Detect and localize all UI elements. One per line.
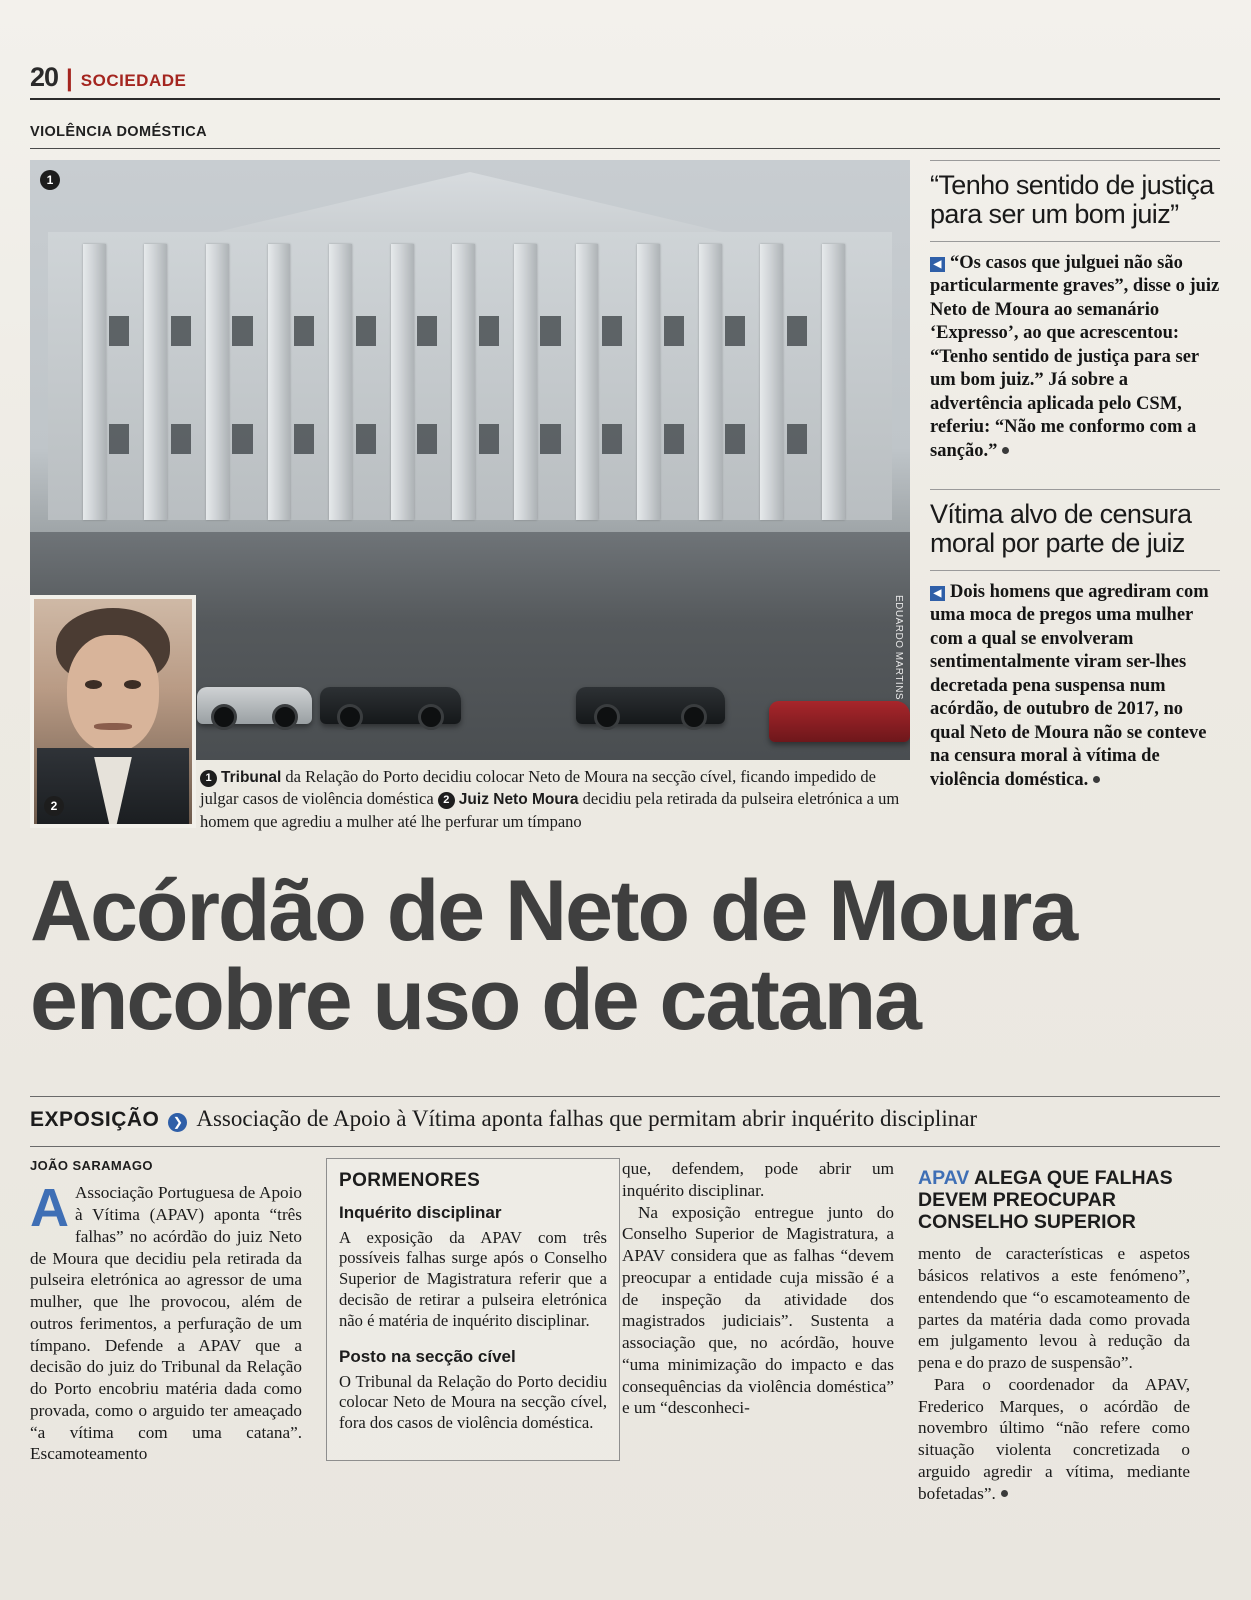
article-column-2 [326,1158,607,1588]
article-col4-p2 [918,1374,1190,1505]
article-col4-p2-text: Para o coordenador da APAV, Frederico Marques, o acórdão de novembro último “não refere como situação violenta concretizada o arguido agredir a vítima, mediante bofetadas”. [918,1374,1190,1503]
caption-text-1: da Relação do Porto decidiu colocar Neto de Moura na secção cível, ficando impedido de julgar casos de violência doméstica [200,767,876,809]
left-arrow-icon: ◀ [930,257,945,272]
photo-marker-2: 2 [44,796,64,816]
drop-cap: A [30,1178,69,1239]
details-item-text-2: O Tribunal da Relação do Porto decidiu colocar Neto de Moura na secção cível, fora dos casos de violência doméstica. [339,1371,607,1433]
page-number: 20 [30,62,59,92]
photo-marker-1: 1 [40,170,60,190]
article-col1-text: Associação Portuguesa de Apoio à Vítima (APAV) aponta “três falhas” no acórdão do juiz Neto de Moura que decidiu pela retirada da pulseira eletrónica ao agressor de uma mulher, que lhe provocou, além de outros ferimentos, a perfuração de um tímpano. Defende a APAV que a decisão do juiz do Tribunal da Relação do Porto encobriu matéria dada como provada, como o arguido ter ameaçado “a vítima com uma catana”. Escamoteamento [30,1183,302,1464]
sidebar-stories [930,160,1220,792]
page-title [30,863,1220,1048]
pull-quote-accent: APAV [918,1167,970,1189]
byline: JOÃO SARAMAGO [30,1158,153,1173]
caption-text-2: decidiu pela retirada da pulseira eletrónica a um homem que agrediu a mulher até lhe perfurar um tímpano [200,789,900,831]
rail-body-text-2: Dois homens que agrediram com uma moca de pregos uma mulher com a qual se envolveram sentimentalmente viram ser-lhes decretada pena suspensa num acórdão, de outubro de 2017, no qual Neto de Moura não se conteve na censura moral à vítima de violência doméstica. [930,581,1209,790]
details-item-heading-2: Posto na secção cível [339,1347,516,1367]
details-item-heading-1: Inquérito disciplinar [339,1203,502,1223]
article-body [30,1158,1220,1588]
deck-text: Associação de Apoio à Vítima aponta falhas que permitam abrir inquérito disciplinar [196,1106,978,1131]
masthead [30,62,1220,93]
photo-credit: EDUARDO MARTINS [893,594,904,700]
caption-bold-2: Juiz Neto Moura [458,791,579,809]
pull-quote [918,1168,1190,1233]
pull-quote-text: ALEGA QUE FALHAS DEVEM PREOCUPAR CONSELHO SUPERIOR [918,1167,1173,1233]
caption-bold-1: Tribunal [221,769,282,786]
end-dot-icon [1001,1490,1008,1497]
deck-label: EXPOSIÇÃO [30,1108,160,1131]
rail-title-1: “Tenho sentido de justiça para ser um bom juiz” [930,170,1214,229]
article-col3-p1: que, defendem, pode abrir um inquérito disciplinar. [622,1159,894,1200]
rail-rule-mid-1 [930,241,1220,242]
rail-rule-mid-2 [930,570,1220,571]
header-rule [30,98,1220,100]
deck-rule-top [30,1096,1220,1097]
headline-line-2: encobre uso de catana [30,951,920,1048]
details-box [326,1158,620,1461]
end-dot-icon [1002,447,1009,454]
rail-rule-2 [930,489,1220,490]
article-col4-p1: mento de características e aspetos básicos relativos a este fenómeno”, entendendo que “o escamoteamento de partes da matéria dada como provada em julgamento levou à redução da pena e do prazo de suspensão”. [918,1244,1190,1373]
details-item-text-1: A exposição da APAV com três possíveis falhas surge após o Conselho Superior de Magistratura referir que a decisão de retirar a pulseira eletrónica não é matéria de inquérito disciplinar. [339,1227,607,1331]
caption-marker-1: 1 [200,770,217,787]
inset-portrait [30,595,196,828]
details-box-title: PORMENORES [339,1170,481,1191]
deck [30,1106,1220,1132]
kicker-rule [30,148,1220,149]
caption-marker-2: 2 [438,792,455,809]
masthead-separator: | [66,65,73,92]
rail-body-1 [930,252,1220,463]
photo-caption [200,766,910,833]
section-name: SOCIEDADE [80,71,187,90]
story-kicker: VIOLÊNCIA DOMÉSTICA [30,124,208,140]
article-col3-p2: Na exposição entregue junto do Conselho Superior de Magistratura, a APAV considera que as falhas “devem preocupar a entidade cuja missão é a de inspeção da atividade dos magistrados judiciais”. Sustenta a associação que, no acórdão, houve “uma minimização do impacto e das consequências da violência doméstica” e um “desconheci- [622,1202,894,1418]
deck-rule-bottom [30,1146,1220,1147]
left-arrow-icon: ◀ [930,586,945,601]
chevron-right-icon: ❯ [168,1113,187,1132]
rail-title-2: Vítima alvo de censura moral por parte de juiz [930,499,1192,558]
article-column-4 [918,1158,1190,1588]
article-column-1 [30,1158,302,1588]
end-dot-icon [1093,776,1100,783]
headline-line-1: Acórdão de Neto de Moura [30,863,1077,959]
article-column-3 [622,1158,894,1588]
rail-body-text-1: “Os casos que julguei não são particularmente graves”, disse o juiz Neto de Moura ao semanário ‘Expresso’, ao que acrescentou: “Tenho sentido de justiça para ser um bom juiz.” Já sobre a advertência aplicada pelo CSM, referiu: “Não me conformo com a sanção.” [930,252,1220,461]
rail-rule-top [930,160,1220,161]
rail-body-2 [930,581,1220,792]
